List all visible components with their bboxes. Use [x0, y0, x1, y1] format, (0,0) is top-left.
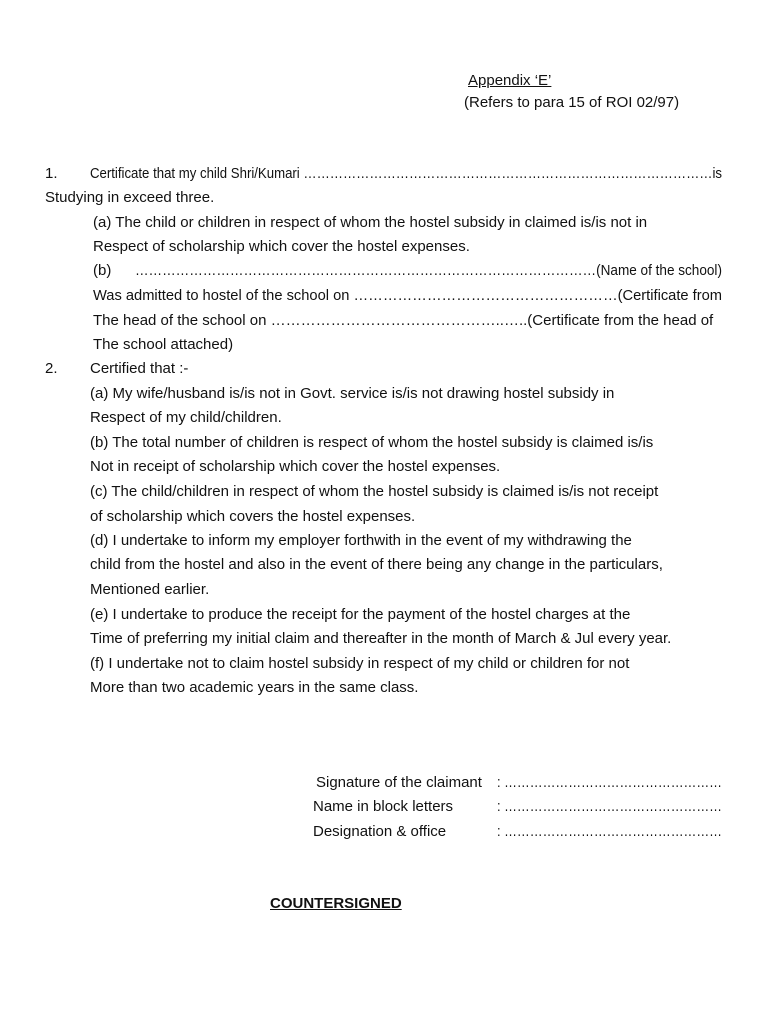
item-2b-line-2: Not in receipt of scholarship which cover the hostel expenses. [90, 458, 501, 475]
signature-line: : …………………………………………… [497, 774, 723, 791]
item-2-number: 2. [45, 360, 58, 377]
item-2f-line-2: More than two academic years in the same class. [90, 679, 419, 696]
item-1b-line-3: The head of the school on ………………………………………..…..(Certificate from the head of [93, 312, 714, 329]
signature-label: Signature of the claimant [316, 774, 482, 791]
item-2d-line-3: Mentioned earlier. [90, 581, 210, 598]
item-2b-line-1: (b) The total number of children is respect of whom the hostel subsidy is claimed is/is [90, 434, 654, 451]
item-1-number: 1. [45, 165, 58, 182]
item-2a-line-2: Respect of my child/children. [90, 409, 282, 426]
item-2d-line-2: child from the hostel and also in the event of there being any change in the particulars, [90, 556, 663, 573]
name-line: : …………………………………………… [497, 798, 723, 815]
item-2-title: Certified that :- [90, 360, 189, 377]
item-2e-line-1: (e) I undertake to produce the receipt for the payment of the hostel charges at the [90, 606, 631, 623]
item-2a-line-1: (a) My wife/husband is/is not in Govt. service is/is not drawing hostel subsidy in [90, 385, 615, 402]
item-1a-line-2: Respect of scholarship which cover the hostel expenses. [93, 238, 470, 255]
appendix-reference: (Refers to para 15 of ROI 02/97) [464, 94, 680, 111]
item-1-line-2: Studying in exceed three. [45, 189, 215, 206]
item-2e-line-2: Time of preferring my initial claim and thereafter in the month of March & Jul every year. [90, 630, 672, 647]
item-1-line-1: Certificate that my child Shri/Kumari …………………………………………………………………………………is [90, 165, 722, 182]
item-1a-line-1: (a) The child or children in respect of whom the hostel subsidy in claimed is/is not in [93, 214, 648, 231]
designation-line: : …………………………………………… [497, 823, 723, 840]
item-2f-line-1: (f) I undertake not to claim hostel subsidy in respect of my child or children for not [90, 655, 630, 672]
item-1b-line-4: The school attached) [93, 336, 234, 353]
item-2d-line-1: (d) I undertake to inform my employer forthwith in the event of my withdrawing the [90, 532, 632, 549]
item-1b-school-name-line: …………………………………………………………………………………………(Name of the school) [135, 262, 722, 279]
countersigned-heading: COUNTERSIGNED [270, 895, 402, 912]
name-label: Name in block letters [313, 798, 454, 815]
appendix-title: Appendix ‘E’ [468, 72, 552, 89]
item-1b-label: (b) [93, 262, 112, 279]
item-2c-line-1: (c) The child/children in respect of whom the hostel subsidy is claimed is/is not receipt [90, 483, 659, 500]
item-1b-line-2: Was admitted to hostel of the school on ………………………………………………(Certificate from [93, 287, 723, 304]
designation-label: Designation & office [313, 823, 447, 840]
item-2c-line-2: of scholarship which covers the hostel expenses. [90, 508, 416, 525]
